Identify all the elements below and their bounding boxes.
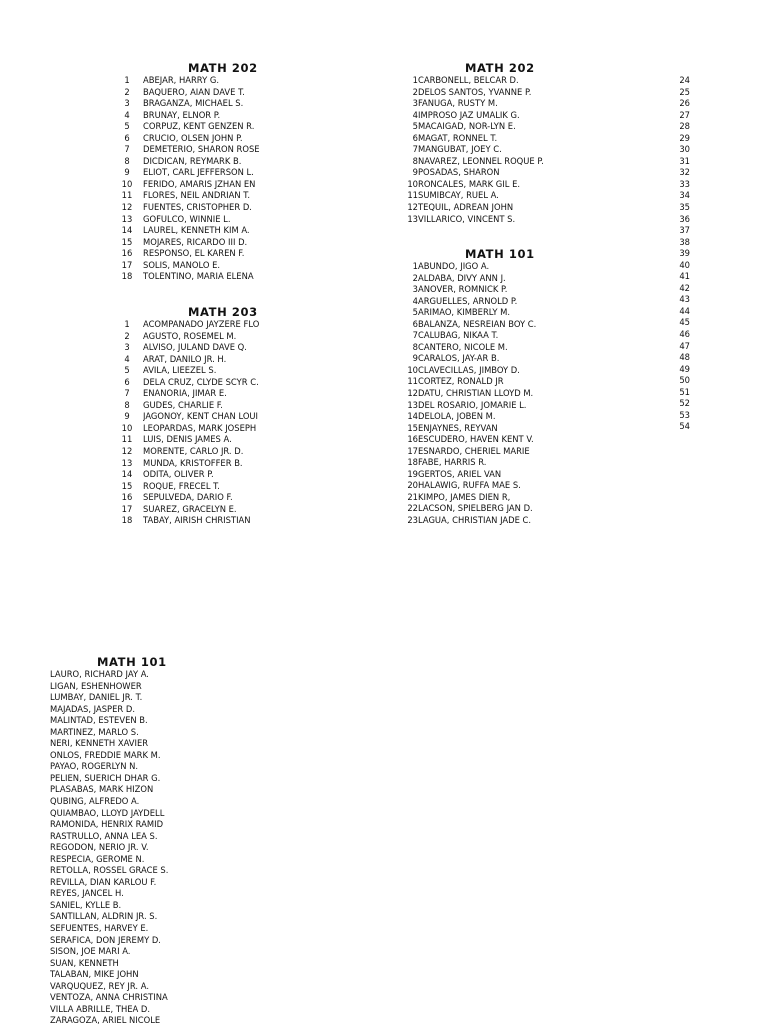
student-name: GUDES, CHARLIE F. [143, 399, 223, 410]
row-number: 12 [121, 202, 133, 213]
row-number: 3 [412, 284, 418, 295]
row-number: 18 [121, 271, 133, 282]
student-name: TABAY, AIRISH CHRISTIAN [143, 515, 251, 526]
student-name: MALINTAD, ESTEVEN B. [50, 715, 148, 726]
row-number: 48 [679, 352, 690, 363]
row-number: 5 [412, 307, 418, 318]
row-number: 34 [679, 190, 690, 201]
student-name: RONCALES, MARK GIL E. [418, 178, 521, 189]
row-number: 15 [121, 480, 133, 491]
student-name: RESPONSO, EL KAREN F. [143, 248, 245, 259]
row-number: 24 [679, 75, 690, 85]
student-name: BAQUERO, AIAN DAVE T. [143, 86, 245, 97]
row-number: 16 [407, 434, 418, 445]
student-name: ABEJAR, HARRY G. [143, 75, 220, 85]
student-name: PAYAO, ROGERLYN N. [50, 761, 139, 772]
row-number: 13 [121, 457, 133, 468]
student-name: CRUCIO, OLSEN JOHN P. [143, 132, 243, 143]
row-number: 43 [679, 294, 690, 305]
student-name: ARGUELLES, ARNOLD P. [418, 295, 518, 306]
row-number: 14 [407, 411, 418, 422]
row-number: 8 [412, 341, 418, 352]
row-number: 37 [679, 225, 690, 236]
student-name: SUAN, KENNETH [50, 957, 119, 968]
student-name: RASTRULLO, ANNA LEA S. [50, 830, 158, 841]
row-number: 18 [121, 515, 133, 526]
student-name: VILLA ABRILLE, THEA D. [50, 1003, 151, 1014]
student-name: AVILA, LIEEZEL S. [143, 365, 217, 376]
student-name: NAVAREZ, LEONNEL ROQUE P. [418, 155, 544, 166]
row-number: 35 [679, 202, 690, 213]
student-name: DATU, CHRISTIAN LLOYD M. [418, 388, 534, 399]
heading-math202-right: MATH 202 [465, 61, 535, 75]
student-name: MANGUBAT, JOEY C. [418, 144, 502, 155]
row-number: 20 [407, 480, 418, 491]
row-number: 19 [407, 468, 418, 479]
row-number: 4 [412, 295, 418, 306]
student-name: FUENTES, CRISTOPHER D. [143, 202, 252, 213]
student-name: MAGAT, RONNEL T. [418, 132, 498, 143]
row-number: 45 [679, 317, 690, 328]
student-name: ENJAYNES, REYVAN [418, 422, 498, 433]
student-name: ROQUE, FRECEL T. [143, 480, 220, 491]
student-name: IMPROSO JAZ UMALIK G. [418, 109, 520, 120]
row-number: 17 [407, 445, 418, 456]
row-number: 6 [412, 132, 418, 143]
student-name: HALAWIG, RUFFA MAE S. [418, 480, 521, 491]
row-number: 3 [412, 98, 418, 109]
student-name: BRAGANZA, MICHAEL S. [143, 98, 244, 109]
row-number: 54 [679, 421, 690, 432]
row-number: 46 [679, 329, 690, 340]
row-number: 13 [121, 213, 133, 224]
row-number: 1 [124, 75, 130, 85]
student-name: QUIAMBAO, LLOYD JAYDELL [50, 807, 165, 818]
row-number: 44 [679, 305, 690, 316]
student-name: TOLENTINO, MARIA ELENA [143, 271, 254, 282]
row-number: 5 [124, 365, 130, 376]
student-name: CLAVECILLAS, JIMBOY D. [418, 364, 520, 375]
row-number: 16 [121, 492, 133, 503]
row-number: 17 [121, 503, 133, 514]
row-number: 10 [407, 364, 418, 375]
student-name: SEPULVEDA, DARIO F. [143, 492, 233, 503]
student-name: MACAIGAD, NOR-LYN E. [418, 121, 516, 132]
student-name: LIGAN, ESHENHOWER [50, 680, 142, 691]
row-number: 10 [407, 178, 418, 189]
row-number: 40 [679, 259, 690, 270]
row-number: 29 [679, 132, 690, 143]
row-number: 2 [412, 86, 418, 97]
row-number: 9 [124, 411, 130, 422]
row-number: 12 [407, 388, 418, 399]
student-name: RESPECIA, GEROME N. [50, 853, 145, 864]
student-name: LUMBAY, DANIEL JR. T. [50, 692, 143, 703]
student-name: LACSON, SPIELBERG JAN D. [418, 503, 533, 514]
row-number: 6 [124, 132, 130, 143]
row-number: 27 [679, 109, 690, 120]
row-number: 11 [407, 376, 418, 387]
row-number: 28 [679, 121, 690, 132]
row-number: 18 [407, 457, 418, 468]
row-number: 22 [407, 503, 418, 514]
student-name: DELOS SANTOS, YVANNE P. [418, 86, 532, 97]
row-number: 9 [412, 167, 418, 178]
student-name: ACOMPANADO JAYZERE FLO [143, 319, 260, 329]
row-number: 11 [121, 190, 133, 201]
row-number: 14 [121, 469, 133, 480]
student-name: VILLARICO, VINCENT S. [418, 213, 516, 224]
row-number: 38 [679, 236, 690, 247]
student-name: DELA CRUZ, CLYDE SCYR C. [143, 376, 259, 387]
row-number: 15 [121, 236, 133, 247]
student-name: DEMETERIO, SHARON ROSE [143, 144, 260, 155]
row-number: 5 [412, 121, 418, 132]
student-name: CALUBAG, NIKAA T. [418, 330, 499, 341]
row-number: 9 [412, 353, 418, 364]
row-number: 7 [124, 144, 130, 155]
heading-math101-bottom: MATH 101 [97, 655, 167, 669]
student-name: SANIEL, KYLLE B. [50, 899, 122, 910]
student-name: KIMPO, JAMES DIEN R, [418, 491, 511, 502]
row-number: 8 [124, 155, 130, 166]
student-name: LEOPARDAS, MARK JOSEPH [143, 422, 257, 433]
student-name: TEQUIL, ADREAN JOHN [418, 202, 514, 213]
student-name: SISON, JOE MARI A. [50, 946, 131, 957]
student-name: MAJADAS, JASPER D. [50, 703, 135, 714]
student-name: ANOVER, ROMNICK P. [418, 284, 508, 295]
row-number: 12 [121, 446, 133, 457]
student-name: CARALOS, JAY-AR B. [418, 353, 500, 364]
row-number: 11 [121, 434, 133, 445]
row-number: 10 [121, 422, 133, 433]
student-name: ODITA, OLIVER P. [143, 469, 214, 480]
student-name: MARTINEZ, MARLO S. [50, 726, 139, 737]
heading-math101-right: MATH 101 [465, 247, 535, 261]
row-number: 33 [679, 178, 690, 189]
row-number: 26 [679, 98, 690, 109]
row-number: 4 [124, 109, 130, 120]
student-name: VARQUQUEZ, REY JR. A. [50, 980, 149, 991]
student-name: ELIOT, CARL JEFFERSON L. [143, 167, 254, 178]
student-name: MORENTE, CARLO JR. D. [143, 446, 244, 457]
row-number: 13 [407, 213, 418, 224]
row-number: 4 [412, 109, 418, 120]
student-name: ESNARDO, CHERIEL MARIE [418, 445, 530, 456]
row-number: 7 [124, 388, 130, 399]
row-number: 23 [407, 515, 418, 526]
student-name: ALVISO, JULAND DAVE Q. [143, 342, 247, 353]
row-number: 53 [679, 409, 690, 420]
student-name: PLASABAS, MARK HIZON [50, 784, 154, 795]
heading-math203: MATH 203 [188, 305, 258, 319]
row-number: 3 [124, 342, 130, 353]
student-name: ZARAGOZA, ARIEL NICOLE [50, 1015, 161, 1026]
student-name: VENTOZA, ANNA CHRISTINA [50, 992, 168, 1003]
row-number: 1 [412, 75, 418, 85]
student-name: LAUREL, KENNETH KIM A. [143, 225, 250, 236]
student-name: GERTOS, ARIEL VAN [418, 468, 502, 479]
heading-math202-left: MATH 202 [188, 61, 258, 75]
student-name: ALDABA, DIVY ANN J. [418, 272, 506, 283]
row-number: 14 [121, 225, 133, 236]
student-name: REGODON, NERIO JR. V. [50, 842, 149, 853]
row-number: 2 [124, 86, 130, 97]
student-name: DELOLA, JOBEN M. [418, 411, 496, 422]
student-name: QUBING, ALFREDO A. [50, 796, 140, 807]
student-name: SOLIS, MANOLO E. [143, 259, 221, 270]
row-number: 7 [412, 330, 418, 341]
student-name: ARAT, DANILO JR. H. [143, 353, 227, 364]
student-name: SUAREZ, GRACELYN E. [143, 503, 237, 514]
row-number: 9 [124, 167, 130, 178]
row-number: 12 [407, 202, 418, 213]
student-name: MOJARES, RICARDO III D. [143, 236, 248, 247]
student-name: ONLOS, FREDDIE MARK M. [50, 749, 161, 760]
row-number: 32 [679, 167, 690, 178]
row-number: 50 [679, 375, 690, 386]
row-number: 47 [679, 340, 690, 351]
student-name: DICDICAN, REYMARK B. [143, 155, 242, 166]
student-name: BALANZA, NESREIAN BOY C. [418, 318, 537, 329]
student-name: PELIEN, SUERICH DHAR G. [50, 772, 161, 783]
row-number: 41 [679, 271, 690, 282]
student-name: ABUNDO, JIGO A. [418, 261, 490, 271]
student-name: LAGUA, CHRISTIAN JADE C. [418, 515, 532, 526]
student-name: ARIMAO, KIMBERLY M. [418, 307, 511, 318]
student-name: SANTILLAN, ALDRIN JR. S. [50, 911, 158, 922]
row-number: 4 [124, 353, 130, 364]
student-name: CANTERO, NICOLE M. [418, 341, 508, 352]
row-number: 1 [412, 261, 418, 271]
row-number: 6 [124, 376, 130, 387]
row-number: 3 [124, 98, 130, 109]
student-name: MUNDA, KRISTOFFER B. [143, 457, 243, 468]
student-name: NERI, KENNETH XAVIER [50, 738, 149, 749]
student-name: LAURO, RICHARD JAY A. [50, 669, 149, 679]
row-number: 10 [121, 178, 133, 189]
student-name: DEL ROSARIO, JOMARIE L. [418, 399, 527, 410]
student-name: LUIS, DENIS JAMES A. [143, 434, 232, 445]
row-number: 11 [407, 190, 418, 201]
row-number: 5 [124, 121, 130, 132]
student-name: ENANORIA, JIMAR E. [143, 388, 227, 399]
row-number: 17 [121, 259, 133, 270]
row-number: 36 [679, 213, 690, 224]
student-name: POSADAS, SHARON [418, 167, 500, 178]
row-number: 30 [679, 144, 690, 155]
row-number: 7 [412, 144, 418, 155]
row-number: 49 [679, 363, 690, 374]
student-name: FABE, HARRIS R. [418, 457, 487, 468]
student-name: ESCUDERO, HAVEN KENT V. [418, 434, 534, 445]
student-name: CARBONELL, BELCAR D. [418, 75, 519, 85]
student-name: CORPUZ, KENT GENZEN R. [143, 121, 255, 132]
row-number: 6 [412, 318, 418, 329]
student-name: GOFULCO, WINNIE L. [143, 213, 231, 224]
row-number: 8 [412, 155, 418, 166]
row-number: 52 [679, 398, 690, 409]
student-name: REVILLA, DIAN KARLOU F. [50, 876, 157, 887]
row-number: 21 [407, 491, 418, 502]
row-number: 2 [412, 272, 418, 283]
row-number: 13 [407, 399, 418, 410]
student-name: RAMONIDA, HENRIX RAMID [50, 819, 164, 830]
row-number: 25 [679, 86, 690, 97]
student-name: AGUSTO, ROSEMEL M. [143, 330, 237, 341]
student-name: FERIDO, AMARIS JZHAN EN [143, 178, 256, 189]
row-number: 39 [679, 248, 690, 259]
row-number: 51 [679, 386, 690, 397]
student-name: SEFUENTES, HARVEY E. [50, 923, 149, 934]
student-name: SUMIBCAY, RUEL A. [418, 190, 499, 201]
student-name: JAGONOY, KENT CHAN LOUI [143, 411, 259, 422]
row-number: 31 [679, 155, 690, 166]
student-name: TALABAN, MIKE JOHN [50, 969, 139, 980]
row-number: 1 [124, 319, 130, 329]
student-name: SERAFICA, DON JEREMY D. [50, 934, 161, 945]
student-name: FANUGA, RUSTY M. [418, 98, 498, 109]
student-name: RETOLLA, ROSSEL GRACE S. [50, 865, 169, 876]
row-number: 15 [407, 422, 418, 433]
row-number: 42 [679, 282, 690, 293]
student-name: REYES, JANCEL H. [50, 888, 124, 899]
row-number: 8 [124, 399, 130, 410]
row-number: 2 [124, 330, 130, 341]
student-name: CORTEZ, RONALD JR [418, 376, 504, 387]
student-name: FLORES, NEIL ANDRIAN T. [143, 190, 251, 201]
row-number: 16 [121, 248, 133, 259]
student-name: BRUNAY, ELNOR P. [143, 109, 221, 120]
